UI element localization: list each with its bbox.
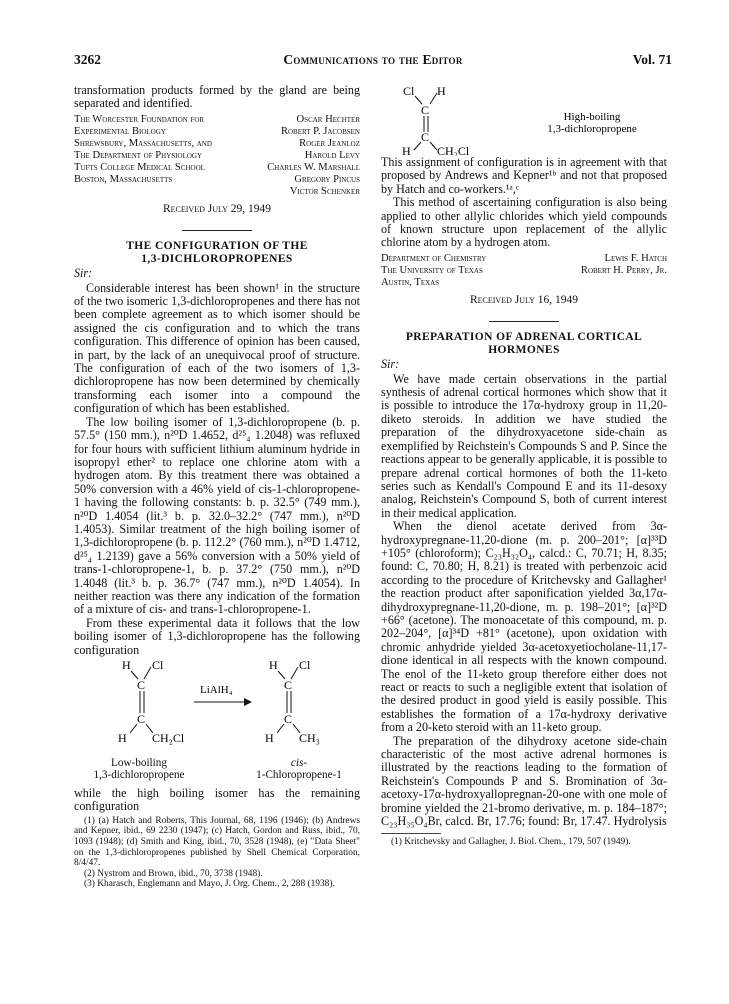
structure-label: High-boiling xyxy=(563,111,621,123)
footnote: (1) (a) Hatch and Roberts, This Journal, 68, 1196 (1946); (b) Andrews and Kepner, ibid., 69 2230 (1947); (c) Hatch, Gordon and Russ, ibid., 70, 1093 (1948); (d) Smith and King, ibid., 70, 3528 (1948), (e) "Data Sheet" on the 1,3-dichloropropenes published by Shell Chemical Corporation, 8/4/47. xyxy=(74,815,360,869)
received-date: Received July 16, 1949 xyxy=(469,293,578,306)
affiliation-line: Experimental Biology xyxy=(74,125,166,137)
article-title-line: THE CONFIGURATION OF THE xyxy=(126,240,308,253)
paragraph: This method of ascertaining configuration is also being applied to other allylic chlorides which yield compounds of known structure upon replacement of the allylic chlorine atom by a hydrogen atom. xyxy=(381,195,667,250)
article-title-line: PREPARATION OF ADRENAL CORTICAL xyxy=(405,331,643,344)
caption-line: cis- xyxy=(290,757,308,769)
right-column xyxy=(381,84,667,848)
article-title xyxy=(381,331,667,356)
paragraph: The preparation of the dihydroxy acetone side-chain characteristic of the most active adrenal hormones is illustrated by the reactions leading to the formation of Reichstein's Compounds P and S. Bromination of 3α-acetoxy-17α-hydroxyallopregnan-20-one with one mole of bromine yielded the 21-bromo derivative, m. p. 184–187°; C₂₃H₃₅O₄Br, calcd. Br, 17.76; found: Br, 17.47. Hydrolysis xyxy=(381,733,667,829)
atom-label: H xyxy=(402,144,411,156)
footnotes xyxy=(74,816,360,890)
affiliation-line: The Department of Physiology xyxy=(74,149,203,161)
paragraph: This assignment of configuration is in agreement with that proposed by Andrews and Kepner¹ᵇ and not that proposed by Hatch and co-workers.¹ᵃ,ᶜ xyxy=(381,155,667,196)
footnote-divider xyxy=(381,833,441,834)
affiliation-line: Shrewsbury, Massachusetts, and xyxy=(74,137,212,149)
footnote: (3) Kharasch, Englemann and Mayo, J. Org. Chem., 2, 288 (1938). xyxy=(84,879,335,890)
section-divider xyxy=(489,321,559,322)
salutation: Sir: xyxy=(74,266,93,281)
salutation: Sir: xyxy=(381,357,400,372)
received-date: Received July 29, 1949 xyxy=(162,202,271,215)
atom-label: C xyxy=(284,712,293,726)
paragraph: We have made certain observations in the partial synthesis of adrenal cortical hormones which show that it is possible to introduce the 17α-hydroxy group in 11,20-diketo steroids. In addition we have studied the preparation of the dihydroxyacetone side-chain as exemplified by Reichstein's Compounds S and P. Since the reactions appear to be generally applicable, it is possible to prepare adrenal cortical hormones of both the 11-keto series such as Kendall's Compound E and its 11-desoxy analog, Reichstein's Compound S, both of current interest in their medical application. xyxy=(381,371,667,520)
author-name: Robert P. Jacobsen xyxy=(280,125,360,137)
affiliation-line: Boston, Massachusetts xyxy=(74,173,173,185)
affiliation-line: The Worcester Foundation for xyxy=(74,113,205,125)
high-boiling-structure xyxy=(381,84,667,156)
structure-svg xyxy=(381,84,667,156)
page-number: 3262 xyxy=(74,52,101,67)
caption-line: Low-boiling xyxy=(111,757,167,769)
caption-low-boiling xyxy=(74,757,204,781)
atom-label: C xyxy=(137,712,146,726)
affiliation-line: The University of Texas xyxy=(381,264,483,276)
reaction-scheme-svg xyxy=(74,657,360,757)
atom-label: H xyxy=(118,731,127,745)
signature-block-2 xyxy=(381,253,667,289)
article-title-line: HORMONES xyxy=(488,343,560,356)
footnote: (1) Kritchevsky and Gallagher, J. Biol. Chem., 179, 507 (1949). xyxy=(391,837,631,848)
atom-label: C xyxy=(137,678,146,692)
article-title-line: 1,3-DICHLOROPROPENES xyxy=(141,252,293,265)
atom-label: Cl xyxy=(152,658,164,672)
affiliation-line: Tufts College Medical School xyxy=(74,161,205,173)
atom-label: H xyxy=(122,658,131,672)
atom-label: CH₂Cl xyxy=(437,144,470,156)
volume-label: Vol. 71 xyxy=(632,52,672,67)
intro-tail: transformation products formed by the gland are being separated and identified. xyxy=(74,83,360,111)
caption-line: 1-Chloropropene-1 xyxy=(256,769,342,781)
atom-label: H xyxy=(269,658,278,672)
author-name: Oscar Hechter xyxy=(296,113,360,125)
section-title: Communications to the Editor xyxy=(283,52,463,67)
left-column xyxy=(74,84,360,890)
footnote: (2) Nystrom and Brown, ibid., 70, 3738 (1948). xyxy=(84,868,263,879)
author-name: Victor Schenker xyxy=(289,185,360,197)
reaction-scheme xyxy=(74,657,360,757)
caption-line: 1,3-dichloropropene xyxy=(93,769,185,781)
signature-block-1 xyxy=(74,114,360,198)
atom-label: Cl xyxy=(403,84,415,98)
author-name: Lewis F. Hatch xyxy=(604,252,667,264)
atom-label: H xyxy=(437,84,446,98)
paragraph: From these experimental data it follows that the low boiling isomer of 1,3-dichloropropene has the following configuration xyxy=(74,615,360,657)
author-name: Charles W. Marshall xyxy=(267,161,360,173)
author-name: Harold Levy xyxy=(304,149,360,161)
paragraph: The low boiling isomer of 1,3-dichloropropene (b. p. 57.5° (150 mm.), n²⁰D 1.4652, d²⁵₄ 1.2048) was refluxed for four hours with sufficient lithium aluminum hydride in isopropyl ether² to replace one chlorine atom with a hydrogen atom. By this treatment there was obtained a 50% conversion with a 46% yield of cis-1-chloropropene-1 having the following constants: b. p. 32.5° (749 mm.), n²⁰D 1.4054 (lit.³ b. p. 32.0–32.2° (747 mm.), n²⁰D 1.4053). Similar treatment of the high boiling isomer of 1,3-dichloropropene (b. p. 112.2° (760 mm.), n²⁰D 1.4712, d²⁵₄ 1.2139) gave a 56% conversion with a 50% yield of trans-1-chloropropene-1, b. p. 37.2° (750 mm.), n²⁰D 1.4048 (lit.³ b. p. 36.7° (747 mm.), n²⁰D 1.4054). In neither reaction was there any indication of the formation of a mixture of cis- and trans-1-chloropropene-1. xyxy=(74,414,360,617)
arrow-head-icon xyxy=(244,698,252,706)
author-name: Robert H. Perry, Jr. xyxy=(580,264,667,276)
scheme-captions xyxy=(74,757,360,781)
affiliation-line: Austin, Texas xyxy=(381,276,440,288)
section-divider xyxy=(182,230,252,231)
author-name: Gregory Pincus xyxy=(294,173,360,185)
paragraph: When the dienol acetate derived from 3α-hydroxypregnane-11,20-dione (m. p. 200–201°; [α]³³D +105° (chloroform); C₂₃H₃₂O₄, calcd.: C, 70.71; H, 8.35; found: C, 70.80; H, 8.21) is treated with perbenzoic acid according to the procedure of Kritchevsky and Gallagher¹ the reaction product after saponification yielded 3α,17α-dihydroxypregnane-11,20-dione, m. p. 198–201°; [α]³²D +66° (acetone). The monoacetate of this compound, m. p. 202–204°, [α]³⁴D +81° (acetone), upon oxidation with chromic anhydride yielded 3α-acetoxyetiocholane-11,17-dione identical in all respects with the known compound. The enol of the 11-keto group therefore either does not react or reacts to such a negligible extent that isolation of the desired product in good yield is easily possible. This establishes the formation of a 17α-hydroxy derivative from a 20-keto steroid with an 11-keto group. xyxy=(381,519,667,735)
article-title xyxy=(74,240,360,265)
paragraph: Considerable interest has been shown¹ in the structure of the two isomeric 1,3-dichloropropenes and there has not been complete agreement as to which isomer should be assigned the cis configuration and to which the trans configuration. This difference of opinion has been caused, in part, by the lack of an unequivocal proof of structure. The configuration of each of the two isomers of 1,3-dichloropropene has now been determined by chemically transforming each isomer into a compound the configuration of which has been established. xyxy=(74,280,360,416)
footnotes xyxy=(381,837,667,848)
structure-label: 1,3-dichloropropene xyxy=(547,123,637,135)
atom-label: C xyxy=(421,103,430,117)
affiliation-line: Department of Chemistry xyxy=(381,252,487,264)
atom-label: C xyxy=(421,130,430,144)
caption-cis xyxy=(234,757,364,781)
author-name: Roger Jeanloz xyxy=(299,137,360,149)
paragraph: while the high boiling isomer has the remaining configuration xyxy=(74,786,360,814)
reagent-label: LiAlH₄ xyxy=(200,684,233,696)
atom-label: CH₃ xyxy=(299,731,320,745)
atom-label: H xyxy=(265,731,274,745)
running-header xyxy=(74,52,672,72)
atom-label: Cl xyxy=(299,658,311,672)
atom-label: CH₂Cl xyxy=(152,731,185,745)
atom-label: C xyxy=(284,678,293,692)
